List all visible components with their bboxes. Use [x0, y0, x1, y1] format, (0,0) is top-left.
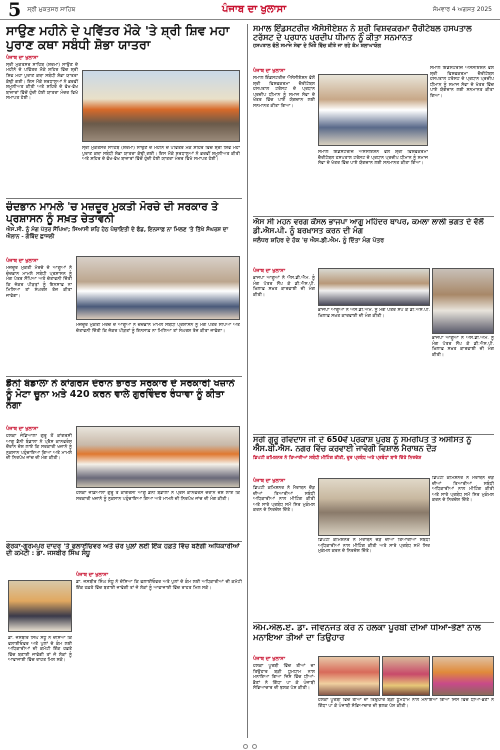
memorandum-photo — [76, 256, 240, 320]
article-body-continued: ਹਲਕਾ ਜੰਡਿਆਲਾ ਗੁਰੂ ਤੋਂ ਕਾਂਗਰਸੀ ਆਗੂ ਡੈਨੀ ਬੰਡਾਲਾ ਨੇ ਪ੍ਰੈਸ ਕਾਨਫਰੰਸ ਦੌਰਾਨ ਦੋਸ਼ ਲਾਏ ਕਿ ਸਰਕਾਰੀ ਖਜ਼ਾਨੇ ਨੂੰ ਨੁਕਸਾਨ ਪਹੁੰਚਾਇਆ ਗਿਆ ਅਤੇ ਮਾਮਲੇ ਦੀ ਨਿਰਪੱਖ ਜਾਂਚ ਦੀ ਮੰਗ ਕੀਤੀ। — [76, 491, 240, 502]
bureau-tag: ਪੰਜਾਬ ਦਾ ਖੁਲਾਸਾ — [76, 572, 109, 578]
registration-mark — [243, 744, 248, 749]
meeting-photo — [318, 478, 430, 536]
subheadline: ਜਲੰਧਰ ਸ਼ਹਿਰ ਦੇ ਹੱਕ 'ਚ ਐਸ.ਡੀ.ਐਮ. ਨੂੰ ਦਿੱਤਾ ਮੰਗ ਪੱਤਰ — [253, 237, 384, 245]
headline: ਸਮਾਲ ਇੰਡਸਟਰੀਜ਼ ਐਸੋਸੀਏਸ਼ਨ ਨੇ ਸ਼੍ਰੀ ਵਿਸ਼ਵਕਰਮਾ ਚੈਰੀਟੇਬਲ ਹਸਪਤਾਲ ਟਰੱਸਟ ਦੇ ਪ੍ਰਧਾਨ ਪ੍ਰਦੀਪ ਧੀਮਾਨ ਨੂੰ ਕੀਤਾ ਸਨਮਾਨਤ — [253, 24, 472, 43]
subheadline: ਹਸਪਤਾਲ ਵੱਲੋਂ ਸਮਾਜ ਸੇਵਾ ਦੇ ਖਿੱਤੇ ਵਿੱਚ ਕੀਤੇ ਜਾ ਰਹੇ ਕੰਮ ਸ਼ਲਾਘਾਯੋਗ — [253, 43, 382, 50]
article-body: ਡਾ. ਜਸਬੀਰ ਸਿੰਘ ਸੰਧੂ ਨੇ ਦੱਸਿਆ ਕਿ ਫਲਾਈਓਵਰ ਅਤੇ ਪੁਲਾਂ ਦੇ ਕੰਮ ਲਈ ਅਧਿਕਾਰੀਆਂ ਦੀ ਕਮੇਟੀ ਇੱਕ ਹਫ਼ਤੇ ਵਿੱਚ ਬਣਾਈ ਜਾਵੇਗੀ ਤਾਂ ਜੋ ਲੋਕਾਂ ਨੂੰ ਆਵਾਜਾਈ ਵਿੱਚ ਰਾਹਤ ਮਿਲ ਸਕੇ। — [76, 580, 242, 591]
article-body: ਸਮਾਲ ਇੰਡਸਟਰੀਜ਼ ਐਸੋਸੀਏਸ਼ਨ ਵੱਲੋਂ ਸ਼੍ਰੀ ਵਿਸ਼ਵਕਰਮਾ ਚੈਰੀਟੇਬਲ ਹਸਪਤਾਲ ਟਰੱਸਟ ਦੇ ਪ੍ਰਧਾਨ ਪ੍ਰਦੀਪ ਧੀਮਾਨ ਨੂੰ ਸਮਾਜ ਸੇਵਾ ਦੇ ਖੇਤਰ ਵਿੱਚ ਪਾਏ ਯੋਗਦਾਨ ਲਈ ਸਨਮਾਨਤ ਕੀਤਾ ਗਿਆ। — [253, 76, 315, 109]
print-footer — [0, 742, 500, 750]
bjp-leaders-photo — [318, 268, 430, 306]
left-story-2-continued — [76, 323, 240, 373]
article-body-continued: ਡਿਪਟੀ ਕਮਿਸ਼ਨਰ ਨੇ ਮੈਰਾਥਨ ਦੌੜ ਦੀਆਂ ਤਿਆਰੀਆਂ ਸਬੰਧੀ ਅਧਿਕਾਰੀਆਂ ਨਾਲ ਮੀਟਿੰਗ ਕੀਤੀ ਅਤੇ ਸਾਰੇ ਪ੍ਰਬੰਧ ਸਮੇਂ ਸਿਰ ਮੁਕੰਮਲ ਕਰਨ ਦੇ ਨਿਰਦੇਸ਼ ਦਿੱਤੇ। — [318, 538, 430, 555]
teeyan-photo-2 — [382, 656, 430, 696]
bureau-tag: ਪੰਜਾਬ ਦਾ ਖੁਲਾਸਾ — [6, 258, 39, 264]
article-body: ਡਿਪਟੀ ਕਮਿਸ਼ਨਰ ਨੇ ਮੈਰਾਥਨ ਦੌੜ ਦੀਆਂ ਤਿਆਰੀਆਂ ਸਬੰਧੀ ਅਧਿਕਾਰੀਆਂ ਨਾਲ ਮੀਟਿੰਗ ਕੀਤੀ ਅਤੇ ਸਾਰੇ ਪ੍ਰਬੰਧ ਸਮੇਂ ਸਿਰ ਮੁਕੰਮਲ ਕਰਨ ਦੇ ਨਿਰਦੇਸ਼ ਦਿੱਤੇ। — [253, 486, 315, 514]
article-body-continued: ਸਮਾਲ ਇੰਡਸਟਰੀਜ਼ ਐਸੋਸੀਏਸ਼ਨ ਵੱਲੋਂ ਸ਼੍ਰੀ ਵਿਸ਼ਵਕਰਮਾ ਚੈਰੀਟੇਬਲ ਹਸਪਤਾਲ ਟਰੱਸਟ ਦੇ ਪ੍ਰਧਾਨ ਪ੍ਰਦੀਪ ਧੀਮਾਨ ਨੂੰ ਸਮਾਜ ਸੇਵਾ ਦੇ ਖੇਤਰ ਵਿੱਚ ਪਾਏ ਯੋਗਦਾਨ ਲਈ ਸਨਮਾਨਤ ਕੀਤਾ ਗਿਆ। — [318, 150, 428, 167]
right-story-1-body — [253, 66, 315, 214]
sdm-memorandum-photo — [432, 268, 494, 334]
teeyan-photo-1 — [318, 656, 380, 696]
press-conference-photo — [76, 426, 240, 488]
article-body: ਹਲਕਾ ਜੰਡਿਆਲਾ ਗੁਰੂ ਤੋਂ ਕਾਂਗਰਸੀ ਆਗੂ ਡੈਨੀ ਬੰਡਾਲਾ ਨੇ ਪ੍ਰੈਸ ਕਾਨਫਰੰਸ ਦੌਰਾਨ ਦੋਸ਼ ਲਾਏ ਕਿ ਸਰਕਾਰੀ ਖਜ਼ਾਨੇ ਨੂੰ ਨੁਕਸਾਨ ਪਹੁੰਚਾਇਆ ਗਿਆ ਅਤੇ ਮਾਮਲੇ ਦੀ ਨਿਰਪੱਖ ਜਾਂਚ ਦੀ ਮੰਗ ਕੀਤੀ। — [6, 434, 72, 462]
left-story-2-body — [6, 256, 72, 374]
article-body: ਹਲਕਾ ਪੂਰਬੀ ਵਿੱਚ ਤੀਆਂ ਦਾ ਤਿਉਹਾਰ ਬੜੀ ਧੂਮਧਾਮ ਨਾਲ ਮਨਾਇਆ ਗਿਆ ਜਿਸ ਵਿੱਚ ਧੀਆਂ-ਭੈਣਾਂ ਨੇ ਗਿੱਧਾ ਪਾ ਕੇ ਪੰਜਾਬੀ ਸੱਭਿਆਚਾਰ ਦੀ ਝਲਕ ਪੇਸ਼ ਕੀਤੀ। — [253, 664, 315, 692]
bureau-tag: ਪੰਜਾਬ ਦਾ ਖੁਲਾਸਾ — [253, 656, 286, 662]
left-story-4 — [6, 543, 242, 567]
page-header — [0, 0, 500, 20]
bureau-tag: ਪੰਜਾਬ ਦਾ ਖੁਲਾਸਾ — [253, 68, 286, 74]
right-story-2 — [253, 218, 494, 254]
right-story-1-continued — [318, 150, 428, 214]
article-body-continued: ਭਾਜਪਾ ਆਗੂਆਂ ਨੇ ਐਸ.ਡੀ.ਐਮ. ਨੂੰ ਮੰਗ ਪੱਤਰ ਸੌਂਪ ਕੇ ਡੀ.ਐਸ.ਪੀ. ਖ਼ਿਲਾਫ਼ ਸਖ਼ਤ ਕਾਰਵਾਈ ਦੀ ਮੰਗ ਕੀਤੀ। — [432, 336, 494, 358]
right-story-1-side — [430, 66, 494, 214]
bureau-tag: ਪੰਜਾਬ ਦਾ ਖੁਲਾਸਾ — [253, 478, 286, 484]
left-story-3 — [6, 379, 242, 423]
divider — [253, 434, 494, 435]
headline: ਚੰਦਭਾਨ ਮਾਮਲੇ 'ਚ ਮਜ਼ਦੂਰ ਮੁਕਤੀ ਮੋਰਚੇ ਦੀ ਸਰਕਾਰ ਤੇ ਪ੍ਰਸ਼ਾਸਨ ਨੂੰ ਸਖ਼ਤ ਚੇਤਾਵਨੀ — [6, 201, 219, 226]
article-body-continued: ਸਮਾਲ ਇੰਡਸਟਰੀਜ਼ ਐਸੋਸੀਏਸ਼ਨ ਵੱਲੋਂ ਸ਼੍ਰੀ ਵਿਸ਼ਵਕਰਮਾ ਚੈਰੀਟੇਬਲ ਹਸਪਤਾਲ ਟਰੱਸਟ ਦੇ ਪ੍ਰਧਾਨ ਪ੍ਰਦੀਪ ਧੀਮਾਨ ਨੂੰ ਸਮਾਜ ਸੇਵਾ ਦੇ ਖੇਤਰ ਵਿੱਚ ਪਾਏ ਯੋਗਦਾਨ ਲਈ ਸਨਮਾਨਤ ਕੀਤਾ ਗਿਆ। — [430, 66, 494, 99]
article-body-continued: ਮਜ਼ਦੂਰ ਮੁਕਤੀ ਮੋਰਚੇ ਦੇ ਆਗੂਆਂ ਨੇ ਚੰਦਭਾਨ ਮਾਮਲੇ ਸਬੰਧੀ ਪ੍ਰਸ਼ਾਸਨ ਨੂੰ ਮੰਗ ਪੱਤਰ ਸੌਂਪਿਆ ਅਤੇ ਚੇਤਾਵਨੀ ਦਿੱਤੀ ਕਿ ਜੇਕਰ ਪੀੜਤਾਂ ਨੂੰ ਇਨਸਾਫ਼ ਨਾ ਮਿਲਿਆ ਤਾਂ ਸੰਘਰਸ਼ ਤੇਜ਼ ਕੀਤਾ ਜਾਵੇਗਾ। — [76, 323, 240, 334]
bureau-tag: ਪੰਜਾਬ ਦਾ ਖੁਲਾਸਾ — [6, 54, 39, 61]
honour-ceremony-photo — [318, 74, 428, 146]
left-story-4-continued — [8, 636, 72, 738]
page-number: 5 — [8, 0, 22, 21]
left-story-4-body — [76, 570, 242, 738]
bureau-tag: ਪੰਜਾਬ ਦਾ ਖੁਲਾਸਾ — [6, 426, 39, 432]
divider — [253, 622, 494, 623]
portrait-photo — [8, 580, 72, 632]
header-city: ਸ੍ਰੀ ਮੁਕਤਸਰ ਸਾਹਿਬ — [27, 5, 76, 13]
article-body: ਭਾਜਪਾ ਆਗੂਆਂ ਨੇ ਐਸ.ਡੀ.ਐਮ. ਨੂੰ ਮੰਗ ਪੱਤਰ ਸੌਂਪ ਕੇ ਡੀ.ਐਸ.ਪੀ. ਖ਼ਿਲਾਫ਼ ਸਖ਼ਤ ਕਾਰਵਾਈ ਦੀ ਮੰਗ ਕੀਤੀ। — [253, 276, 315, 298]
article-body-continued: ਡਿਪਟੀ ਕਮਿਸ਼ਨਰ ਨੇ ਮੈਰਾਥਨ ਦੌੜ ਦੀਆਂ ਤਿਆਰੀਆਂ ਸਬੰਧੀ ਅਧਿਕਾਰੀਆਂ ਨਾਲ ਮੀਟਿੰਗ ਕੀਤੀ ਅਤੇ ਸਾਰੇ ਪ੍ਰਬੰਧ ਸਮੇਂ ਸਿਰ ਮੁਕੰਮਲ ਕਰਨ ਦੇ ਨਿਰਦੇਸ਼ ਦਿੱਤੇ। — [432, 476, 494, 504]
divider — [6, 376, 242, 377]
divider — [6, 541, 242, 542]
bureau-tag: ਪੰਜਾਬ ਦਾ ਖੁਲਾਸਾ — [253, 268, 286, 274]
procession-photo — [82, 70, 240, 142]
right-story-2-body — [253, 266, 315, 432]
article-body: ਮਜ਼ਦੂਰ ਮੁਕਤੀ ਮੋਰਚੇ ਦੇ ਆਗੂਆਂ ਨੇ ਚੰਦਭਾਨ ਮਾਮਲੇ ਸਬੰਧੀ ਪ੍ਰਸ਼ਾਸਨ ਨੂੰ ਮੰਗ ਪੱਤਰ ਸੌਂਪਿਆ ਅਤੇ ਚੇਤਾਵਨੀ ਦਿੱਤੀ ਕਿ ਜੇਕਰ ਪੀੜਤਾਂ ਨੂੰ ਇਨਸਾਫ਼ ਨਾ ਮਿਲਿਆ ਤਾਂ ਸੰਘਰਸ਼ ਤੇਜ਼ ਕੀਤਾ ਜਾਵੇਗਾ। — [6, 266, 72, 299]
right-story-3-continued — [318, 538, 430, 620]
registration-mark — [252, 744, 257, 749]
divider — [6, 198, 242, 199]
right-story-3 — [253, 436, 494, 474]
article-body-continued: ਭਾਜਪਾ ਆਗੂਆਂ ਨੇ ਐਸ.ਡੀ.ਐਮ. ਨੂੰ ਮੰਗ ਪੱਤਰ ਸੌਂਪ ਕੇ ਡੀ.ਐਸ.ਪੀ. ਖ਼ਿਲਾਫ਼ ਸਖ਼ਤ ਕਾਰਵਾਈ ਦੀ ਮੰਗ ਕੀਤੀ। — [318, 308, 430, 319]
divider — [253, 216, 494, 217]
headline: ਡੈਨੀ ਬੰਡਾਲਾ ਨੇ ਕਾਂਗਰਸ ਦੌਰਾਨ ਭਾਰਤ ਸਰਕਾਰ ਦੇ ਸਰਕਾਰੀ ਖਜ਼ਾਨੇ ਨੂੰ ਮੋਟਾ ਚੂਨਾ ਅਤੇ 420 ਕਰਨ ਵਾਲੇ ਗੁਰਵਿੰਦਰ ਰੰਧਾਵਾ ਨੂੰ ਕੀਤਾ ਨੰਗਾ — [6, 379, 235, 411]
right-story-2-side — [432, 336, 494, 432]
teeyan-photo-3 — [432, 656, 494, 696]
left-story-1-continued — [82, 146, 240, 196]
right-story-4 — [253, 624, 494, 652]
right-story-4-continued — [318, 698, 494, 738]
headline: ਫੇਰਕਾ-ਗੁਰਮਪੁਰ ਦਾਦਰ 'ਤੇ ਫਲਾਈਓਵਰ ਅਤੇ ਚੋਰ ਪੁਲ਼ਾਂ ਲਈ ਇੱਕ ਹਫ਼ਤੇ ਵਿੱਚ ਬਣੇਗੀ ਅਧਿਕਾਰੀਆਂ ਦੀ ਕਮੇਟੀ : ਡਾ. ਜਸਬੀਰ ਸਿੰਘ ਸੰਧੂ — [6, 543, 240, 558]
subheadline: ਐਸ.ਸੀ. ਨੂੰ ਮੰਗ ਪੱਤਰ ਸੌਂਪਿਆ; ਸਿਆਸੀ ਸ਼ਹਿ ਹੇਠ ਪੰਚਾਇਤੀ ਦੇ ਫੰਡ, ਇਨਸਾਫ਼ ਨਾ ਮਿਲਣ 'ਤੇ ਤਿੱਖੇ ਸੰਘਰਸ਼ ਦਾ ਐਲਾਨ - ਗੋਬਿੰਦ ਛਾਜਲੀ — [6, 227, 229, 241]
right-story-3-side — [432, 476, 494, 620]
headline: ਐਮ.ਐਲ.ਏ. ਡਾ. ਜੀਵਨਜੋਤ ਕੌਰ ਨੇ ਹਲਕਾ ਪੂਰਬੀ ਦੀਆਂ ਧੀਆਂ-ਭੈਣਾਂ ਨਾਲ ਮਨਾਇਆ ਤੀਆਂ ਦਾ ਤਿਉਹਾਰ — [253, 624, 481, 643]
left-story-3-continued — [76, 491, 240, 539]
subheadline: ਡਿਪਟੀ ਕਮਿਸ਼ਨਰ ਨੇ ਤਿਆਰੀਆਂ ਸਬੰਧੀ ਮੀਟਿੰਗ ਕੀਤੀ, ਦੂਰ ਪ੍ਰਬੰਧ ਅਤੇ ਪ੍ਰਬੰਧਾਂ ਬਾਰੇ ਦਿੱਤੇ ਨਿਰਦੇਸ਼ — [253, 455, 422, 461]
headline: ਐਸ ਸੀ ਮਹਨ ਵਰਗ ਕੌਂਸਲ ਭਾਜਪਾ ਆਗੂ ਮਹਿੰਦਰ ਥਾਪਰ, ਕਮਲਾ ਲਾਲੀ ਭਗਤ ਦੇ ਵੱਲੋਂ ਡੀ.ਐਸ.ਪੀ. ਨੂੰ ਬਰਖ਼ਾਸਤ ਕਰਨ ਦੀ ਮੰਗ — [253, 218, 484, 235]
article-body: ਸ੍ਰੀ ਮੁਕਤਸਰ ਸਾਹਿਬ (ਸ਼ਰਮਾ) ਸਾਉਣ ਦੇ ਮਹੀਨੇ ਦੇ ਪਵਿੱਤਰ ਮੌਕੇ ਸ਼ਹਿਰ ਵਿੱਚ ਸ਼੍ਰੀ ਸ਼ਿਵ ਮਹਾ ਪੁਰਾਣ ਕਥਾ ਸਬੰਧੀ ਸ਼ੋਭਾ ਯਾਤਰਾ ਕੱਢੀ ਗਈ। ਇਸ ਮੌਕੇ ਸ਼ਰਧਾਲੂਆਂ ਨੇ ਭਰਵੀਂ ਸ਼ਮੂਲੀਅਤ ਕੀਤੀ ਅਤੇ ਸ਼ਹਿਰ ਦੇ ਵੱਖ-ਵੱਖ ਬਾਜ਼ਾਰਾਂ ਵਿੱਚੋਂ ਹੁੰਦੀ ਹੋਈ ਯਾਤਰਾ ਮੰਦਰ ਵਿਖੇ ਸਮਾਪਤ ਹੋਈ। — [6, 62, 78, 102]
left-story-3-body — [6, 424, 72, 540]
article-body-continued: ਡਾ. ਜਸਬੀਰ ਸਿੰਘ ਸੰਧੂ ਨੇ ਦੱਸਿਆ ਕਿ ਫਲਾਈਓਵਰ ਅਤੇ ਪੁਲਾਂ ਦੇ ਕੰਮ ਲਈ ਅਧਿਕਾਰੀਆਂ ਦੀ ਕਮੇਟੀ ਇੱਕ ਹਫ਼ਤੇ ਵਿੱਚ ਬਣਾਈ ਜਾਵੇਗੀ ਤਾਂ ਜੋ ਲੋਕਾਂ ਨੂੰ ਆਵਾਜਾਈ ਵਿੱਚ ਰਾਹਤ ਮਿਲ ਸਕੇ। — [8, 636, 72, 664]
column-separator — [247, 24, 248, 738]
article-body-continued: ਹਲਕਾ ਪੂਰਬੀ ਵਿੱਚ ਤੀਆਂ ਦਾ ਤਿਉਹਾਰ ਬੜੀ ਧੂਮਧਾਮ ਨਾਲ ਮਨਾਇਆ ਗਿਆ ਜਿਸ ਵਿੱਚ ਧੀਆਂ-ਭੈਣਾਂ ਨੇ ਗਿੱਧਾ ਪਾ ਕੇ ਪੰਜਾਬੀ ਸੱਭਿਆਚਾਰ ਦੀ ਝਲਕ ਪੇਸ਼ ਕੀਤੀ। — [318, 698, 494, 709]
headline: ਸ੍ਰੀ ਗੁਰੂ ਰਵਿਦਾਸ ਜੀ ਦੇ 650ਵੇਂ ਪ੍ਰਕਾਸ਼ ਪੁਰਬ ਨੂੰ ਸਮਰਪਿਤ ਤੇ ਅਸੀਸਤ ਨੂੰ ਐਸ.ਬੀ.ਐਸ. ਨਗਰ ਵਿੱਚ ਕਰਵਾਈ ਜਾਵੇਗੀ ਵਿਸ਼ਾਲ ਮੈਰਾਥਨ ਦੌੜ — [253, 436, 472, 453]
header-left — [8, 1, 75, 19]
headline: ਸਾਉਣ ਮਹੀਨੇ ਦੇ ਪਵਿੱਤਰ ਮੌਕੇ 'ਤੇ ਸ਼੍ਰੀ ਸ਼ਿਵ ਮਹਾ ਪੁਰਾਣ ਕਥਾ ਸਬੰਧੀ ਸ਼ੋਭਾ ਯਾਤਰਾ — [6, 24, 230, 53]
article-body-continued: ਸ੍ਰੀ ਮੁਕਤਸਰ ਸਾਹਿਬ (ਸ਼ਰਮਾ) ਸਾਉਣ ਦੇ ਮਹੀਨੇ ਦੇ ਪਵਿੱਤਰ ਮੌਕੇ ਸ਼ਹਿਰ ਵਿੱਚ ਸ਼੍ਰੀ ਸ਼ਿਵ ਮਹਾ ਪੁਰਾਣ ਕਥਾ ਸਬੰਧੀ ਸ਼ੋਭਾ ਯਾਤਰਾ ਕੱਢੀ ਗਈ। ਇਸ ਮੌਕੇ ਸ਼ਰਧਾਲੂਆਂ ਨੇ ਭਰਵੀਂ ਸ਼ਮੂਲੀਅਤ ਕੀਤੀ ਅਤੇ ਸ਼ਹਿਰ ਦੇ ਵੱਖ-ਵੱਖ ਬਾਜ਼ਾਰਾਂ ਵਿੱਚੋਂ ਹੁੰਦੀ ਹੋਈ ਯਾਤਰਾ ਮੰਦਰ ਵਿਖੇ ਸਮਾਪਤ ਹੋਈ। — [82, 146, 240, 163]
masthead: ਪੰਜਾਬ ਦਾ ਖੁਲਾਸਾ — [222, 4, 287, 15]
right-story-3-body — [253, 476, 315, 620]
right-story-2-continued — [318, 308, 430, 432]
right-story-4-body — [253, 654, 315, 738]
issue-date: ਸੋਮਵਾਰ 4 ਅਗਸਤ 2025 — [432, 5, 492, 13]
right-story-1 — [253, 24, 494, 64]
